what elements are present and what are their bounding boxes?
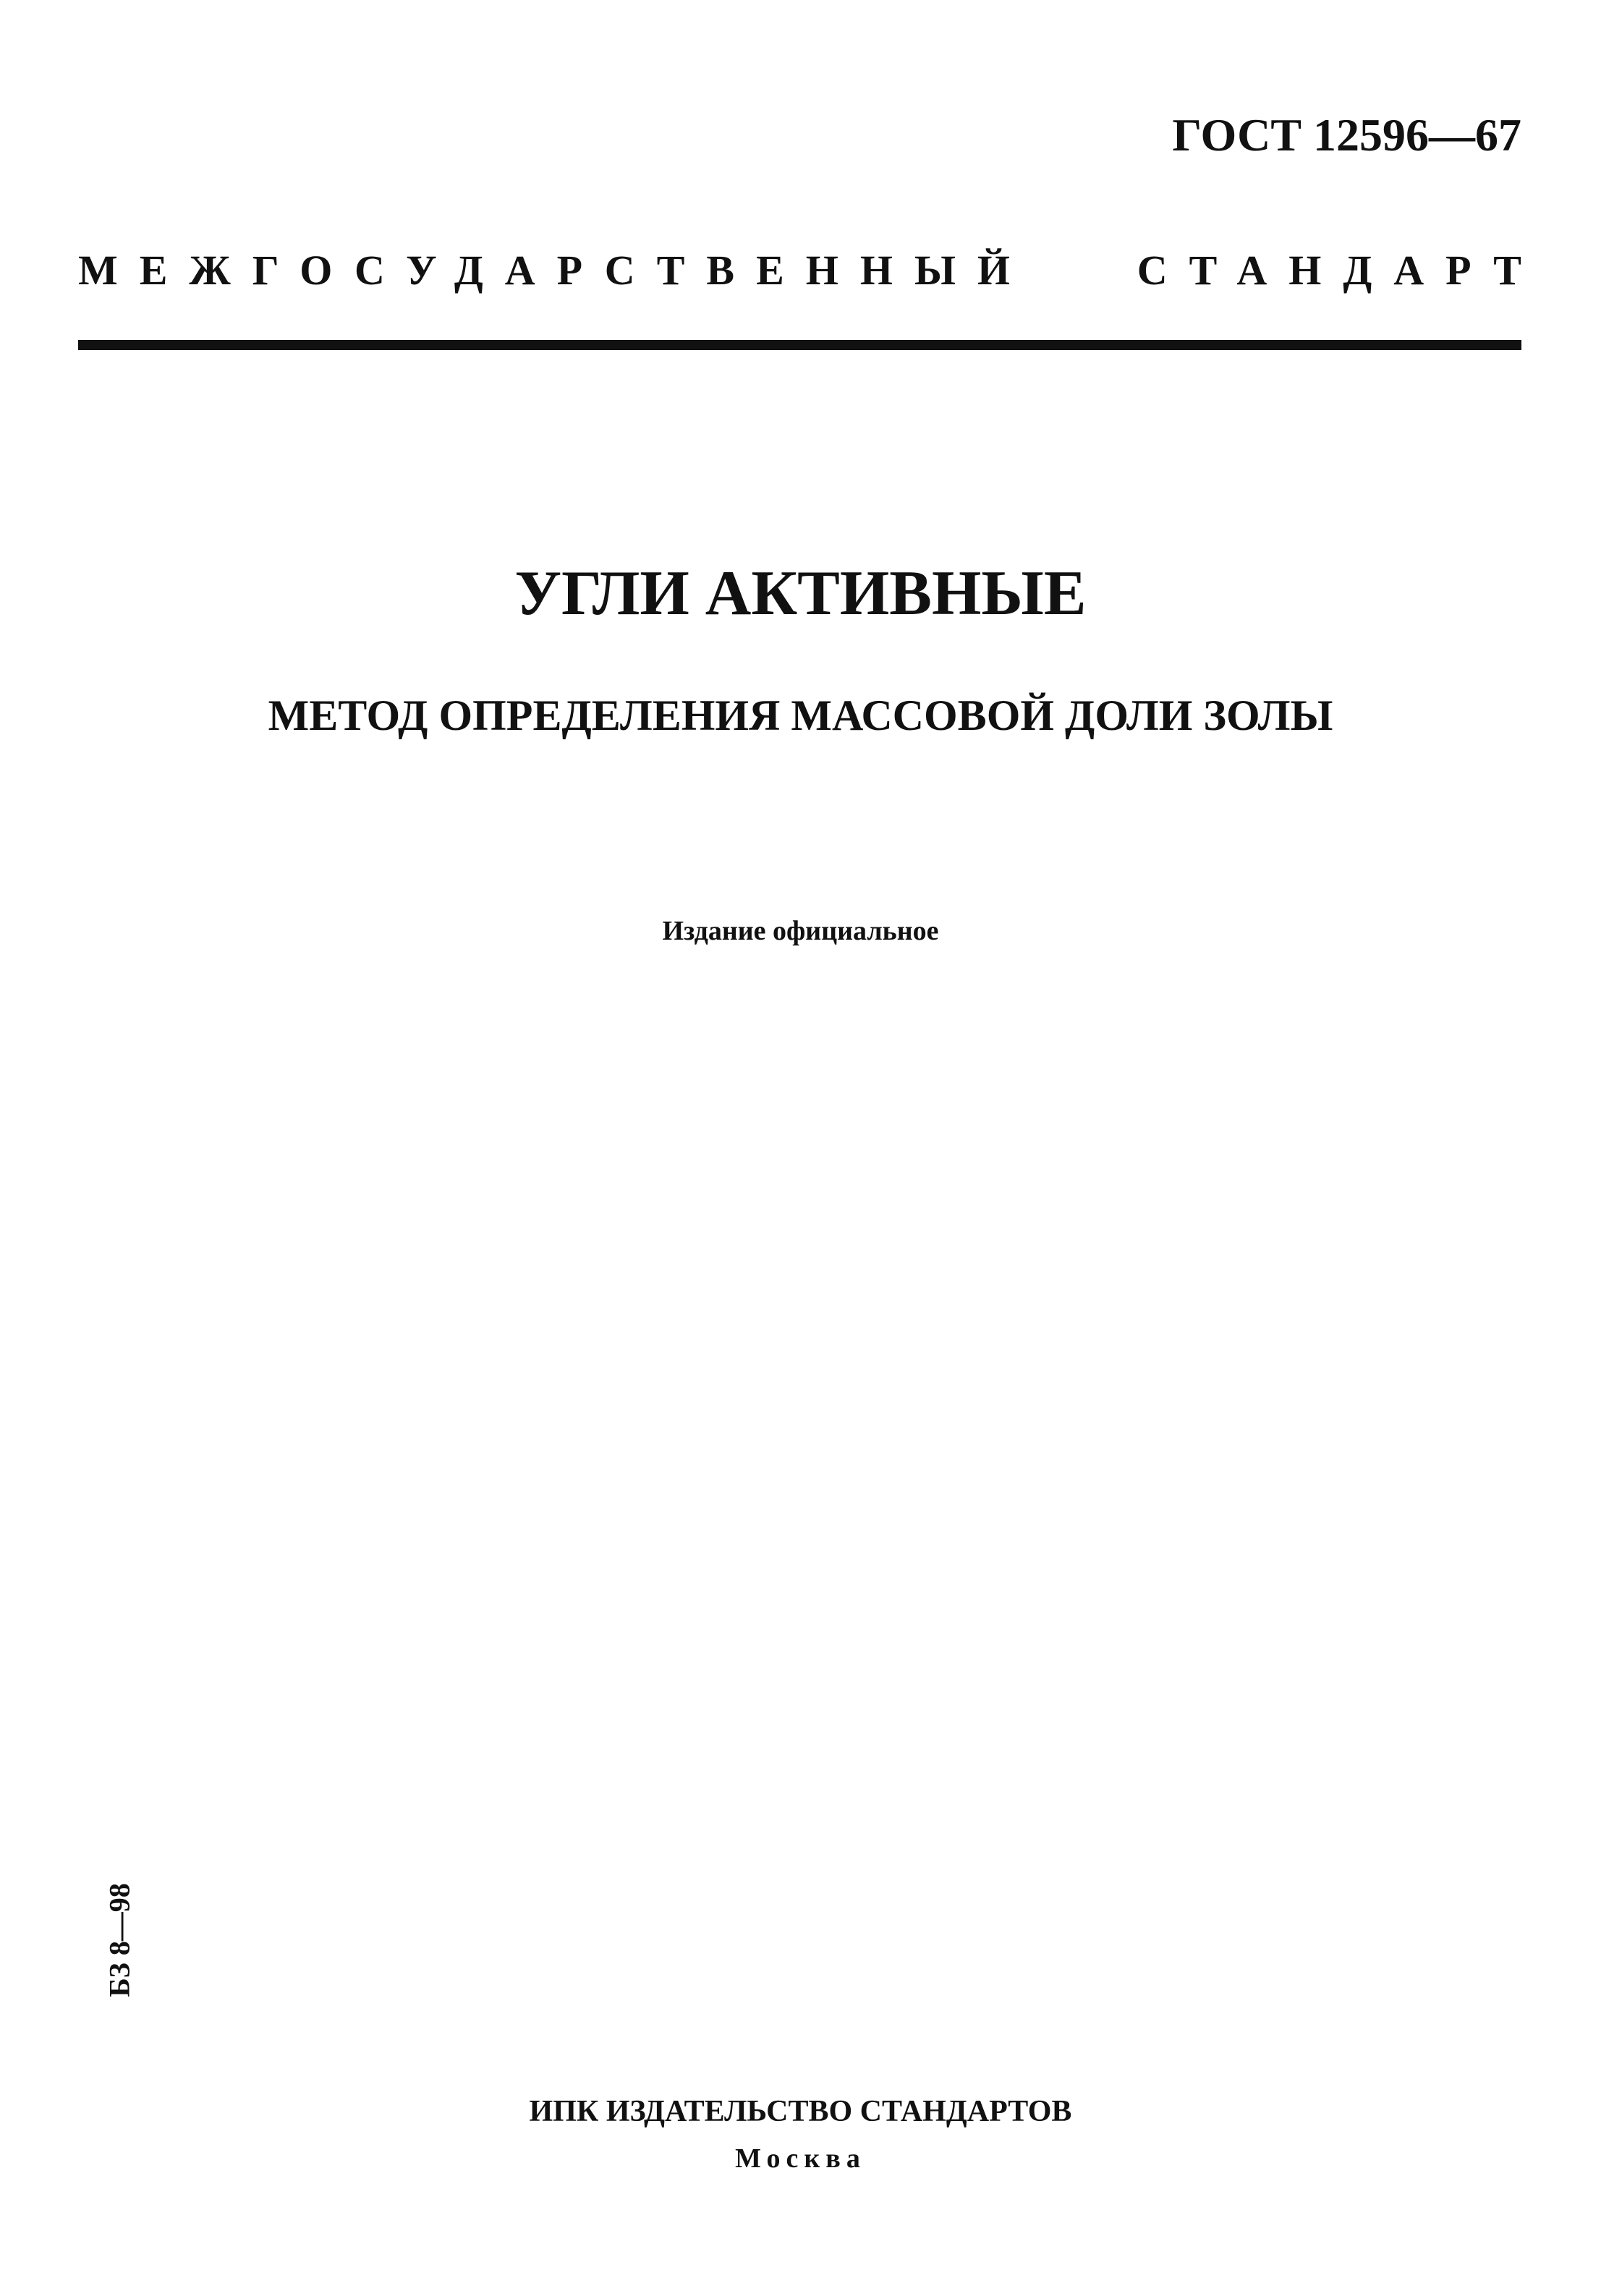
publisher-city: Москва bbox=[735, 2143, 866, 2174]
standard-type-heading bbox=[78, 246, 1543, 294]
header-divider bbox=[78, 340, 1521, 350]
standard-number: ГОСТ 12596—67 bbox=[1172, 109, 1521, 161]
edition-label: Издание официальное bbox=[662, 916, 939, 946]
standard-type-word-interstate: МЕЖГОСУДАРСТВЕННЫЙ bbox=[78, 247, 1032, 294]
publisher-name: ИПК ИЗДАТЕЛЬСТВО СТАНДАРТОВ bbox=[529, 2095, 1072, 2128]
standard-type-word-standard: СТАНДАРТ bbox=[1137, 247, 1543, 294]
document-title: УГЛИ АКТИВНЫЕ bbox=[514, 558, 1087, 629]
side-catalog-code: БЗ 8—98 bbox=[103, 1883, 136, 1997]
document-subtitle: МЕТОД ОПРЕДЕЛЕНИЯ МАССОВОЙ ДОЛИ ЗОЛЫ bbox=[268, 692, 1333, 739]
